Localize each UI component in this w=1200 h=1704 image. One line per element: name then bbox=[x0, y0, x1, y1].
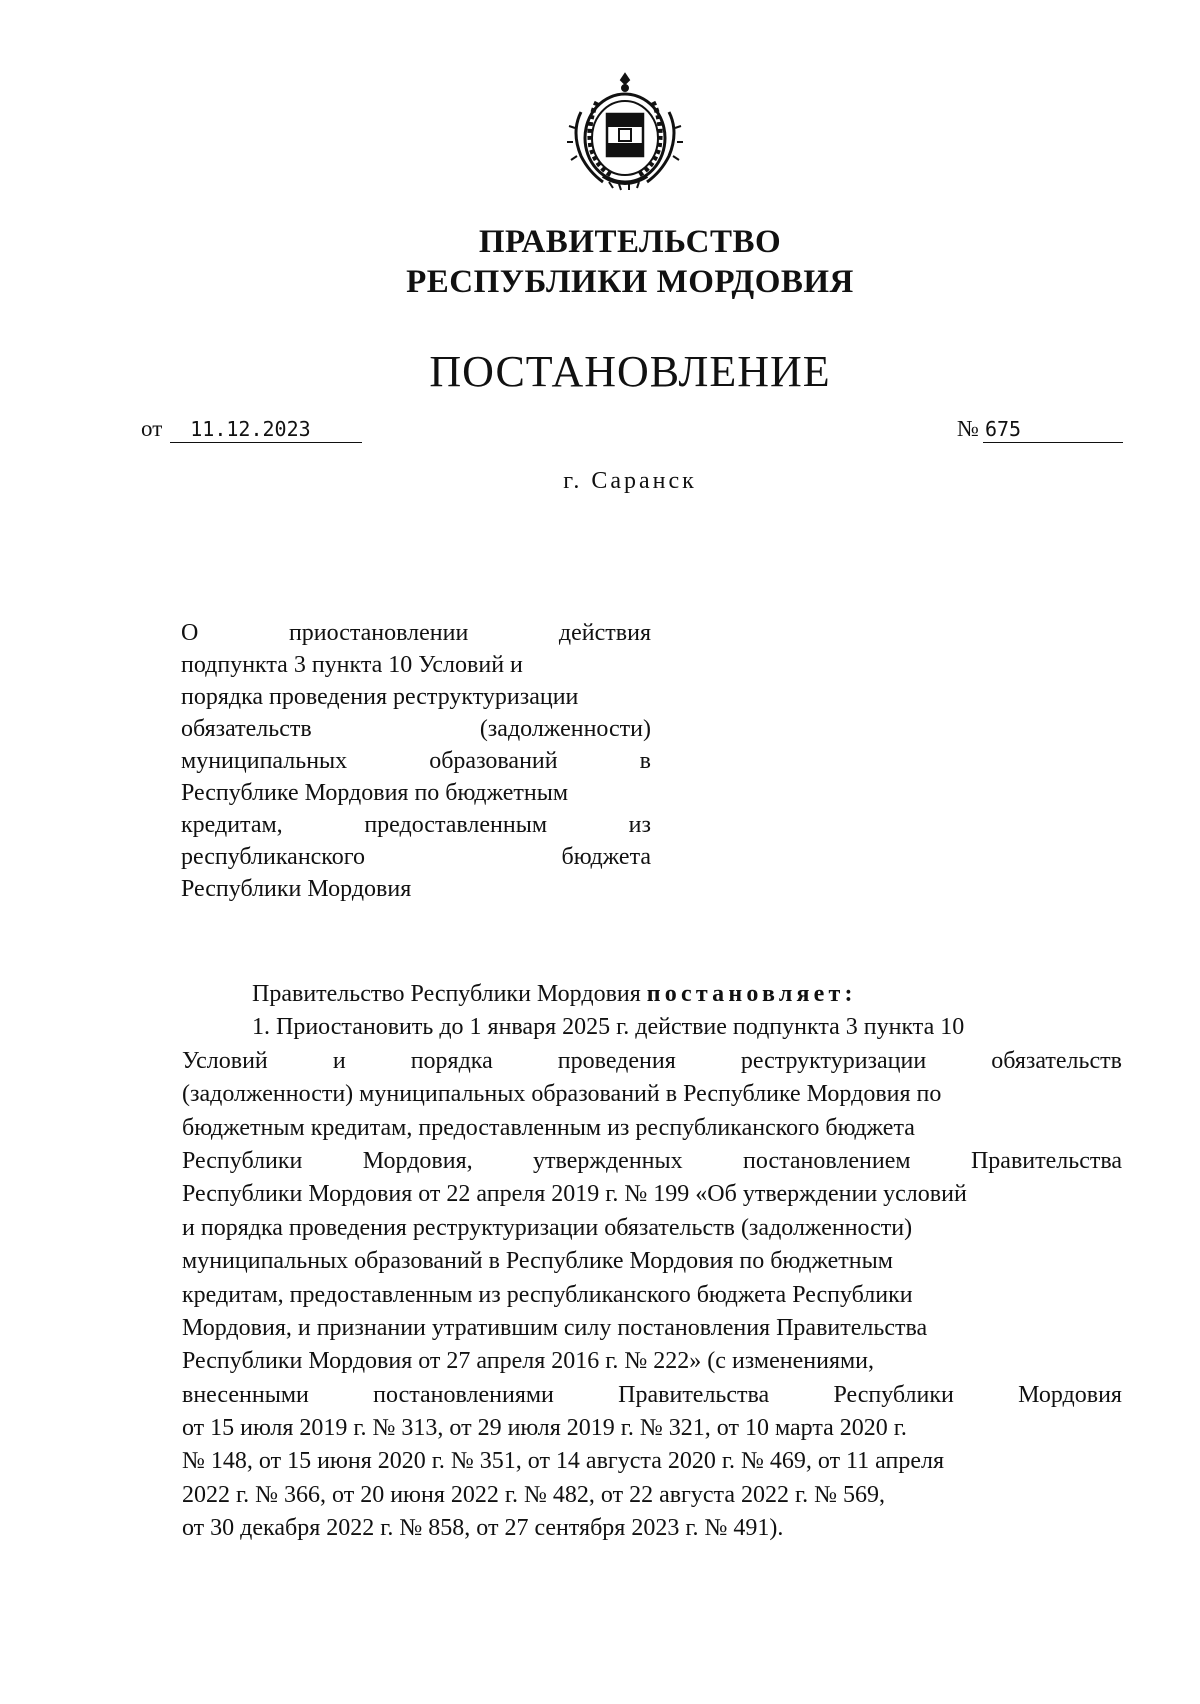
text-segment: Условий bbox=[182, 1047, 268, 1074]
text-segment: порядка проведения реструктуризации bbox=[181, 684, 579, 710]
text-segment: кредитам, bbox=[181, 812, 283, 838]
text-segment: утвержденных bbox=[533, 1147, 683, 1174]
text-segment: порядка bbox=[410, 1047, 493, 1074]
text-line bbox=[182, 1512, 1122, 1545]
text-segment: О bbox=[181, 620, 199, 646]
number-label: № bbox=[957, 416, 979, 441]
date-value: 11.12.2023 bbox=[170, 416, 362, 443]
text-line bbox=[182, 1445, 1122, 1478]
preamble-line bbox=[182, 978, 1122, 1011]
subject-heading bbox=[181, 617, 651, 905]
text-segment: действия bbox=[558, 620, 651, 646]
text-line bbox=[182, 1112, 1122, 1145]
text-segment: Республики bbox=[833, 1381, 954, 1408]
text-line bbox=[182, 1011, 1122, 1044]
text-segment: республиканского bbox=[181, 844, 365, 870]
text-segment: постановлением bbox=[743, 1147, 911, 1174]
text-segment: Республике Мордовия по бюджетным bbox=[181, 780, 568, 806]
text-segment: обязательств bbox=[181, 716, 312, 742]
text-segment: от 30 декабря 2022 г. № 858, от 27 сентября 2023 г. № 491). bbox=[182, 1515, 784, 1542]
text-segment: из bbox=[628, 812, 651, 838]
text-segment: Мордовия bbox=[1018, 1381, 1122, 1408]
text-segment: от 15 июля 2019 г. № 313, от 29 июля 2019 г. № 321, от 10 марта 2020 г. bbox=[182, 1415, 907, 1442]
text-segment: Республики bbox=[182, 1147, 303, 1174]
text-line bbox=[181, 873, 651, 905]
text-line bbox=[181, 777, 651, 809]
preamble-text: Правительство Республики Мордовия bbox=[252, 981, 641, 1007]
text-line bbox=[181, 745, 651, 777]
text-segment: приостановлении bbox=[288, 620, 469, 646]
text-segment: Мордовия, и признании утратившим силу постановления Правительства bbox=[182, 1314, 928, 1341]
text-segment: подпункта 3 пункта 10 Условий и bbox=[181, 652, 523, 678]
text-segment: 1. Приостановить до 1 января 2025 г. действие подпункта 3 пункта 10 bbox=[252, 1014, 965, 1041]
text-segment: Правительства bbox=[970, 1147, 1122, 1174]
text-segment: в bbox=[639, 748, 651, 774]
text-segment: Республики Мордовия от 27 апреля 2016 г. № 222» (с изменениями, bbox=[182, 1348, 875, 1375]
text-segment: кредитам, предоставленным из республиканского бюджета Республики bbox=[182, 1281, 913, 1308]
text-line bbox=[182, 1379, 1122, 1412]
document-type-title: ПОСТАНОВЛЕНИЕ bbox=[429, 347, 831, 396]
text-segment: образований bbox=[429, 748, 558, 774]
text-segment: Республики Мордовия bbox=[181, 876, 412, 902]
text-segment: (задолженности) муниципальных образований в Республике Мордовия по bbox=[182, 1081, 942, 1108]
text-segment: Правительства bbox=[618, 1381, 770, 1408]
text-line bbox=[182, 1212, 1122, 1245]
org-title-line2: РЕСПУБЛИКИ МОРДОВИЯ bbox=[406, 264, 854, 300]
text-segment: обязательств bbox=[991, 1047, 1122, 1074]
text-segment: реструктуризации bbox=[740, 1047, 927, 1074]
text-segment: и порядка проведения реструктуризации обязательств (задолженности) bbox=[182, 1214, 913, 1241]
number-value: 675 bbox=[983, 416, 1123, 443]
text-segment: предоставленным bbox=[364, 812, 548, 838]
text-segment: и bbox=[332, 1047, 346, 1074]
text-line bbox=[181, 617, 651, 649]
text-line bbox=[182, 1178, 1122, 1211]
text-segment: (задолженности) bbox=[479, 716, 651, 742]
text-line bbox=[182, 1045, 1122, 1078]
text-line bbox=[181, 809, 651, 841]
text-line bbox=[182, 1245, 1122, 1278]
text-line bbox=[182, 1279, 1122, 1312]
text-segment: № 148, от 15 июня 2020 г. № 351, от 14 августа 2020 г. № 469, от 11 апреля bbox=[182, 1448, 945, 1475]
text-line bbox=[181, 681, 651, 713]
city-name: г. Саранск bbox=[563, 468, 697, 494]
text-segment: муниципальных образований в Республике Мордовия по бюджетным bbox=[182, 1248, 893, 1275]
text-segment: постановлениями bbox=[373, 1381, 554, 1408]
text-line bbox=[181, 649, 651, 681]
coat-of-arms-icon bbox=[567, 72, 683, 198]
text-line bbox=[181, 841, 651, 873]
text-line bbox=[182, 1412, 1122, 1445]
text-line bbox=[182, 1078, 1122, 1111]
text-segment: внесенными bbox=[182, 1381, 309, 1408]
text-segment: Республики Мордовия от 22 апреля 2019 г. № 199 «Об утверждении условий bbox=[182, 1181, 967, 1208]
text-segment: Мордовия, bbox=[362, 1147, 473, 1174]
text-segment: бюджетным кредитам, предоставленным из республиканского бюджета bbox=[182, 1114, 915, 1141]
text-segment: бюджета bbox=[561, 844, 651, 870]
text-line bbox=[182, 1345, 1122, 1378]
date-field bbox=[141, 414, 362, 444]
text-line bbox=[181, 713, 651, 745]
text-segment: 2022 г. № 366, от 20 июня 2022 г. № 482, от 22 августа 2022 г. № 569, bbox=[182, 1481, 886, 1508]
text-segment: муниципальных bbox=[181, 748, 348, 774]
org-title-line1: ПРАВИТЕЛЬСТВО bbox=[478, 224, 782, 260]
document-body bbox=[182, 978, 1122, 1546]
text-line bbox=[182, 1312, 1122, 1345]
text-line bbox=[182, 1145, 1122, 1178]
date-label: от bbox=[141, 416, 163, 441]
text-segment: проведения bbox=[557, 1047, 676, 1074]
number-field bbox=[957, 414, 1123, 444]
preamble-action: постановляет: bbox=[646, 981, 857, 1007]
text-line bbox=[182, 1479, 1122, 1512]
